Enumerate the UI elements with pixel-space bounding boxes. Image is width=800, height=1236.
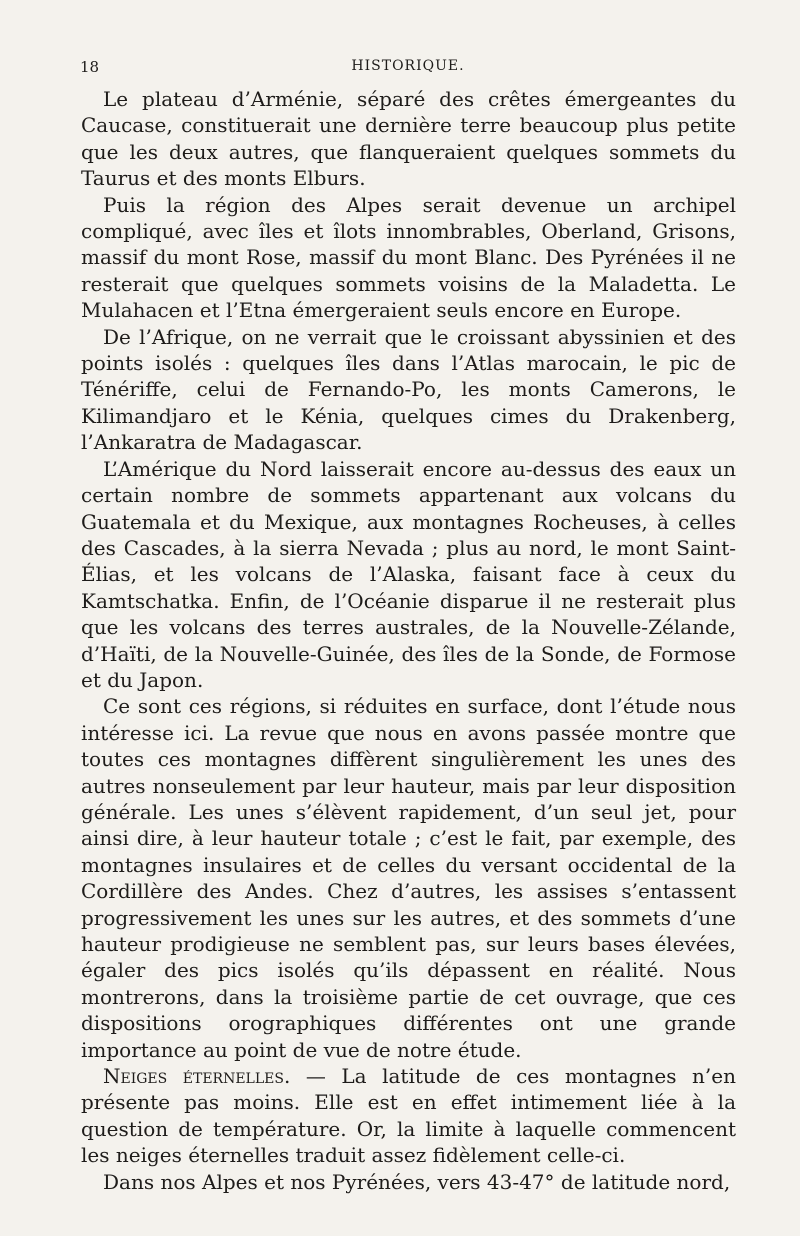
paragraph: Dans nos Alpes et nos Pyrénées, vers 43-47° de latitude nord,: [103, 1169, 731, 1194]
paragraph: Ce sont ces régions, si réduites en surface, dont l’étude nous intéresse ici. La revue que nous en avons passée montre que toutes ces montagnes diffèrent singulièrement les unes des autres nonseulement par leur hauteur, mais par leur disposition générale. Les unes s’élèvent rapidement, d’un seul jet, pour ainsi dire, à leur hauteur totale ; c’est le fait, par exemple, des montagnes insulaires et de celles du versant occidental de la Cordillère des Andes. Chez d’autres, les assises s’entassent progressivement les unes sur les autres, et des sommets d’une hauteur prodigieuse ne semblent pas, sur leurs bases élevées, égaler des pics isolés qu’ils dépassent en réalité. Nous montrerons, dans la troisième partie de cet ouvrage, que ces dispositions orographiques différentes ont une grande importance au point de vue de notre étude.: [81, 694, 736, 1062]
body-text: [81, 86, 736, 1195]
section-paragraph: [81, 1063, 736, 1169]
paragraph: Puis la région des Alpes serait devenue un archipel compliqué, avec îles et îlots innombrables, Oberland, Grisons, massif du mont Rose, massif du mont Blanc. Des Pyrénées il ne resterait que quelques sommets voisins de la Maladetta. Le Mulahacen et l’Etna émergeraient seuls encore en Europe.: [81, 192, 736, 323]
running-title: HISTORIQUE.: [351, 58, 465, 74]
paragraph: Le plateau d’Arménie, séparé des crêtes émergeantes du Caucase, constituerait une dernière terre beaucoup plus petite que les deux autres, que flanqueraient quelques sommets du Taurus et des monts Elburs.: [81, 87, 736, 191]
paragraph: L’Amérique du Nord laisserait encore au-dessus des eaux un certain nombre de sommets appartenant aux volcans du Guatemala et du Mexique, aux montagnes Rocheuses, à celles des Cascades, à la sierra Nevada ; plus au nord, le mont Saint-Élias, et les volcans de l’Alaska, faisant face à ceux du Kamtschatka. Enfin, de l’Océanie disparue il ne resterait plus que les volcans des terres australes, de la Nouvelle-Zélande, d’Haïti, de la Nouvelle-Guinée, des îles de la Sonde, de Formose et du Japon.: [81, 456, 736, 692]
page-number: 18: [80, 58, 100, 76]
paragraph: De l’Afrique, on ne verrait que le croissant abyssinien et des points isolés : quelques îles dans l’Atlas marocain, le pic de Ténériffe, celui de Fernando-Po, les monts Camerons, le Kilimandjaro et le Kénia, quelques cimes du Drakenberg, l’Ankaratra de Madagascar.: [81, 324, 736, 455]
page-header: [80, 58, 736, 80]
section-heading: Neiges éternelles.: [103, 1064, 291, 1089]
section-text: — La latitude de ces montagnes n’en présente pas moins. Elle est en effet intimement liée à la question de température. Or, la limite à laquelle commencent les neiges éternelles traduit assez fidèlement celle-ci.: [81, 1064, 737, 1168]
